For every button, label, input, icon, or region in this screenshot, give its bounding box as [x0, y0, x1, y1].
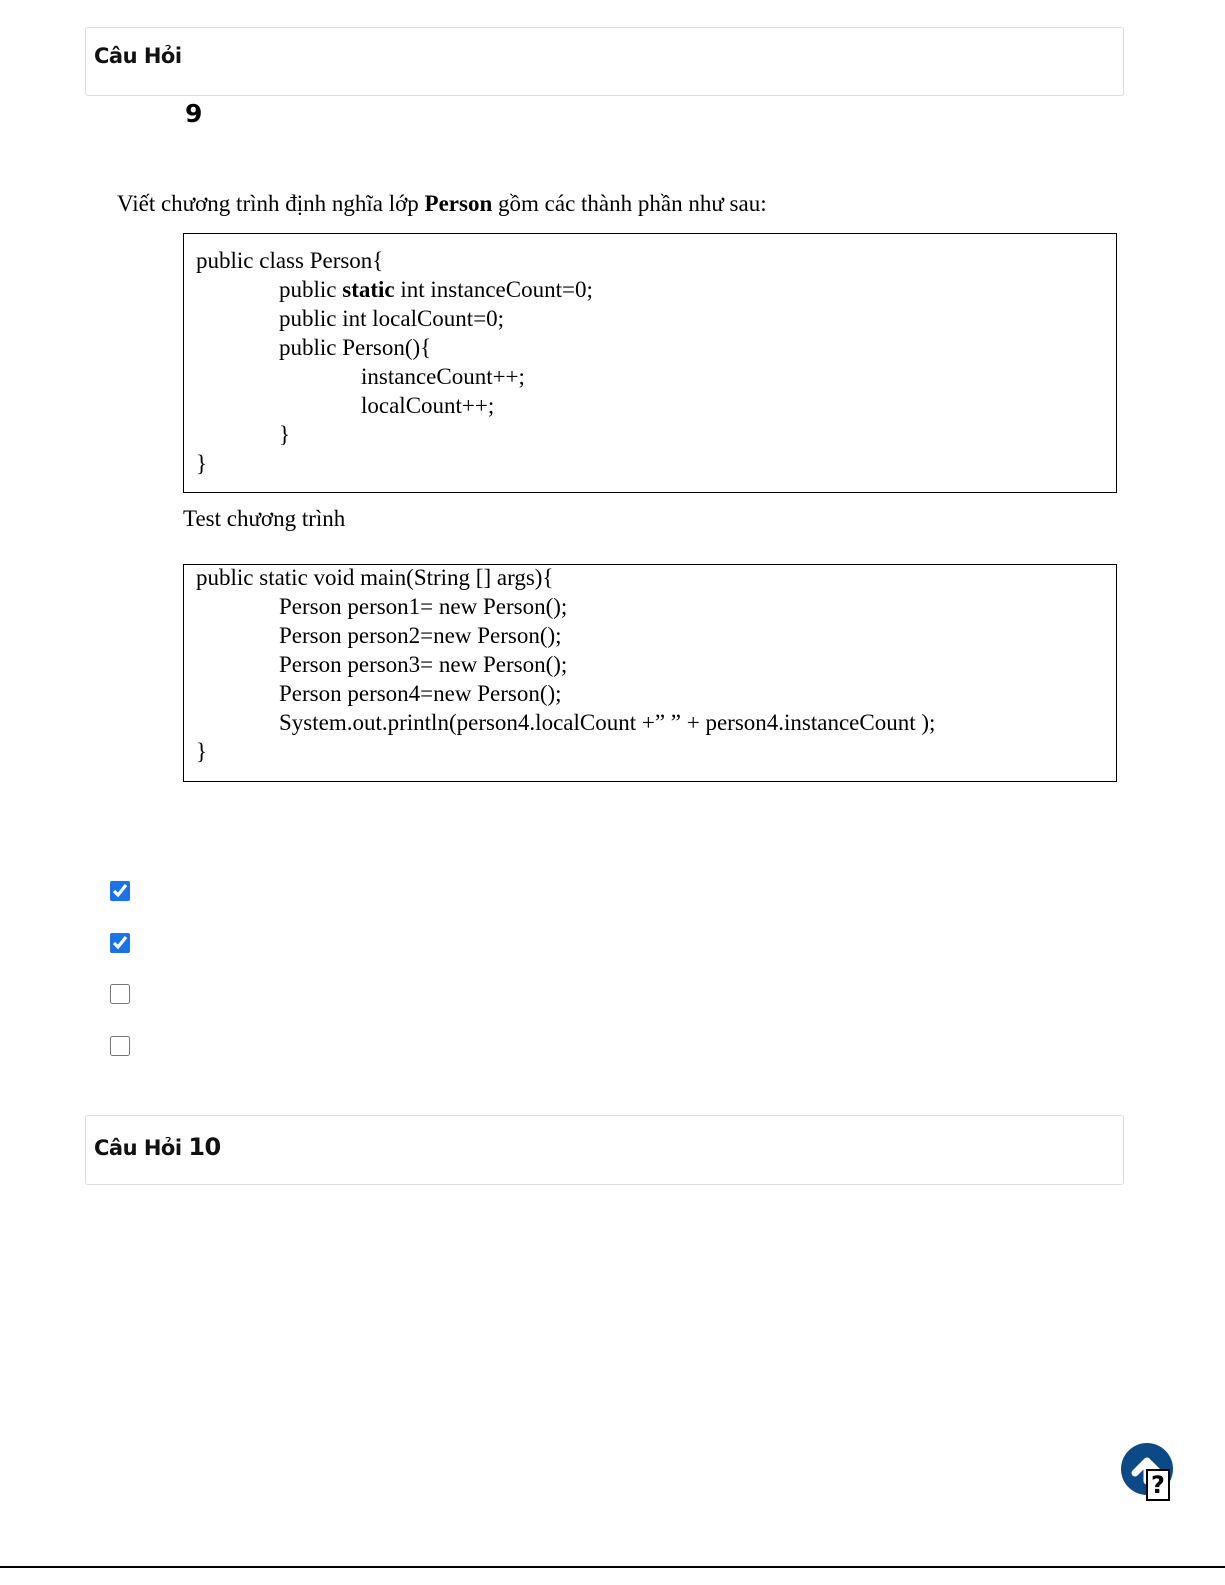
question-9-header: [85, 27, 1124, 96]
question-9-number: 9: [185, 99, 203, 128]
question-10-header: [85, 1115, 1124, 1185]
page-bottom-divider: [0, 1566, 1225, 1568]
question-header-label: Câu Hỏi: [94, 44, 182, 68]
code-line: public int localCount=0;: [279, 306, 505, 331]
code-line: localCount++;: [361, 393, 495, 418]
code-line: public Person(){: [279, 335, 432, 360]
code-line: Person person2=new Person();: [279, 623, 562, 648]
question-10-number: 10: [188, 1133, 221, 1161]
code-line: instanceCount++;: [361, 364, 525, 389]
code-line: }: [279, 422, 291, 447]
answer-option-3[interactable]: [110, 984, 130, 1004]
code-line: Person person3= new Person();: [279, 652, 568, 677]
code-line: }: [196, 739, 208, 764]
test-program-label: Test chương trình: [183, 506, 346, 531]
answer-option-2[interactable]: [110, 933, 130, 953]
code-line: Person person1= new Person();: [279, 594, 568, 619]
code-line: System.out.println(person4.localCount +” ” + person4.instanceCount );: [279, 710, 936, 735]
question-header-label: [94, 1133, 221, 1161]
main-code-box: [183, 564, 1117, 782]
class-code-box: [183, 233, 1117, 493]
code-line: }: [196, 451, 208, 476]
prompt-text-start: Viết chương trình định nghĩa lớp: [117, 191, 425, 216]
code-fragment: public: [279, 277, 343, 302]
code-line: public class Person{: [196, 248, 384, 273]
code-keyword-static: static: [342, 277, 395, 302]
answer-checkbox-4[interactable]: [110, 1036, 130, 1056]
answer-checkbox-1[interactable]: [110, 881, 130, 901]
answer-option-4[interactable]: [110, 1036, 130, 1056]
answer-checkbox-3[interactable]: [110, 984, 130, 1004]
question-header-text: Câu Hỏi: [94, 1136, 182, 1160]
code-line: [279, 277, 593, 303]
help-icon[interactable]: ?: [1146, 1469, 1170, 1501]
code-fragment: int instanceCount=0;: [394, 277, 593, 302]
prompt-class-name: Person: [424, 191, 493, 216]
answer-checkbox-2[interactable]: [110, 933, 130, 953]
prompt-text-end: gồm các thành phần như sau:: [492, 191, 767, 216]
answer-option-1[interactable]: [110, 881, 130, 901]
code-line: public static void main(String [] args){: [196, 565, 554, 590]
code-line: Person person4=new Person();: [279, 681, 562, 706]
question-9-prompt: [117, 191, 767, 217]
